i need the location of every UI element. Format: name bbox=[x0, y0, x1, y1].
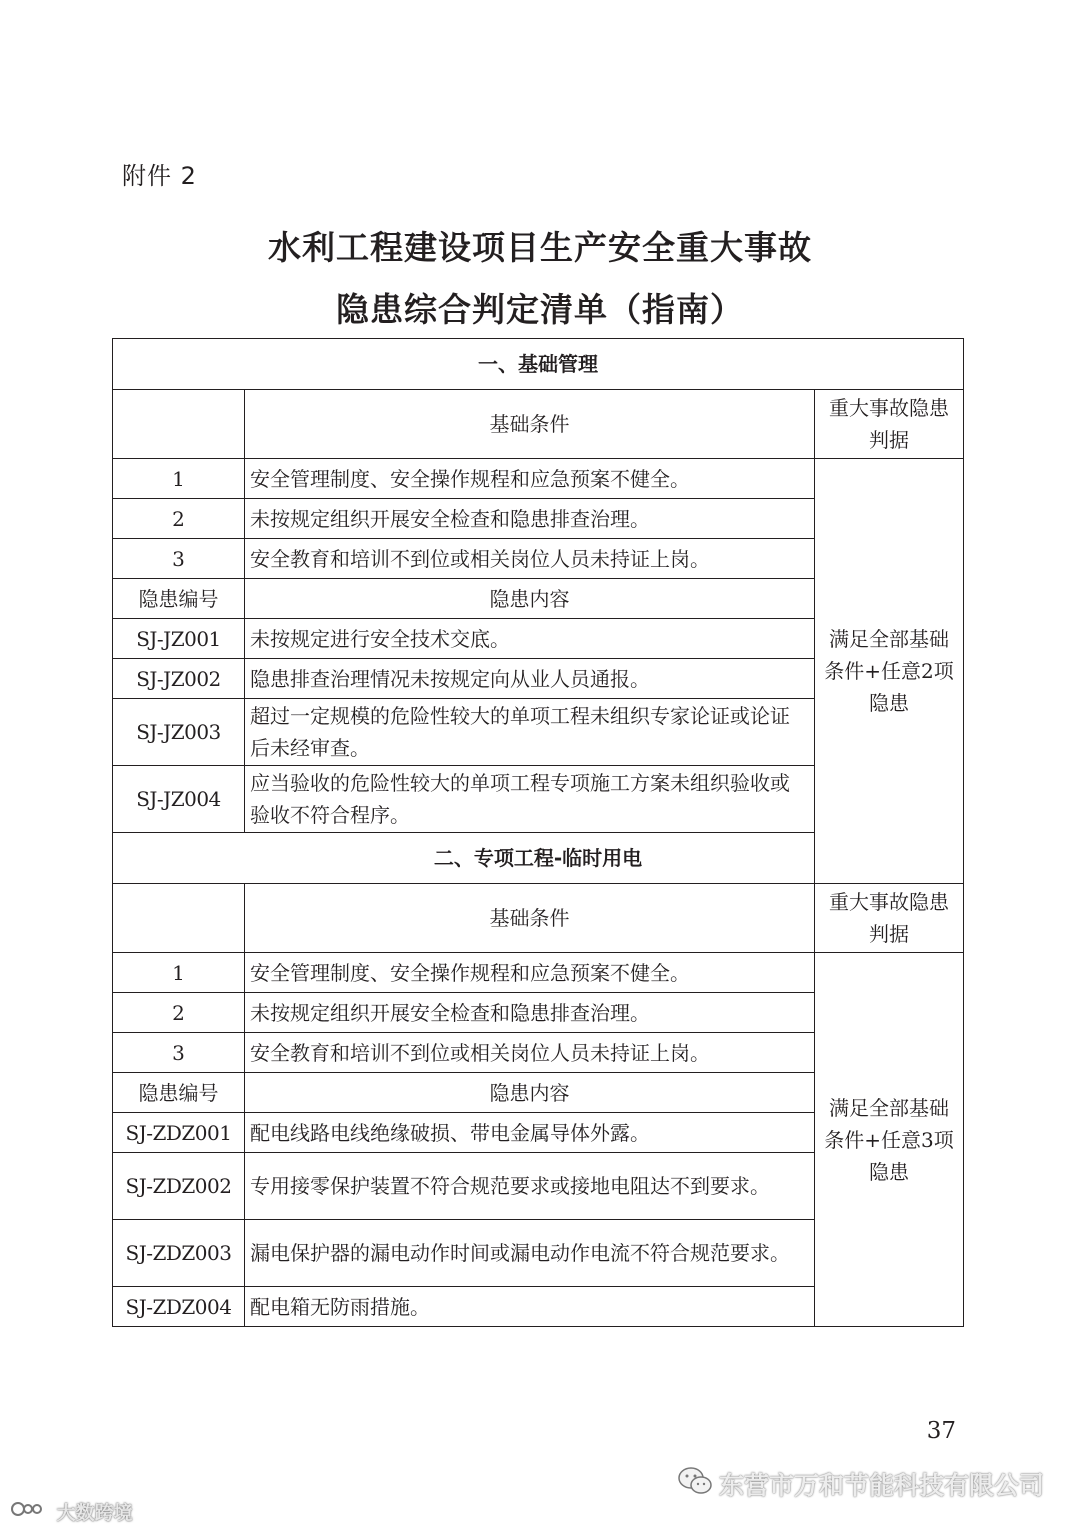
watermark-right-text: 东营市万和节能科技有限公司 bbox=[718, 1471, 1044, 1500]
brand-logo-icon bbox=[10, 1499, 44, 1524]
blank-header-cell bbox=[113, 390, 245, 459]
table-row bbox=[113, 459, 964, 499]
hazard-text: 应当验收的危险性较大的单项工程专项施工方案未组织验收或验收不符合程序。 bbox=[245, 766, 815, 833]
criterion-cell: 满足全部基础条件+任意2项隐患 bbox=[815, 459, 964, 884]
condition-text: 安全管理制度、安全操作规程和应急预案不健全。 bbox=[245, 459, 815, 499]
page-number: 37 bbox=[926, 1418, 956, 1444]
hazard-text: 漏电保护器的漏电动作时间或漏电动作电流不符合规范要求。 bbox=[245, 1220, 815, 1287]
condition-number: 2 bbox=[113, 499, 245, 539]
criterion-cell: 满足全部基础条件+任意3项隐患 bbox=[815, 953, 964, 1327]
hazard-content-header: 隐患内容 bbox=[245, 1073, 815, 1113]
blank-header-cell bbox=[113, 884, 245, 953]
document-title-line-2: 隐患综合判定清单（指南） bbox=[336, 290, 744, 329]
condition-number: 3 bbox=[113, 539, 245, 579]
hazard-text: 未按规定进行安全技术交底。 bbox=[245, 619, 815, 659]
conditions-header: 基础条件 bbox=[245, 390, 815, 459]
table-header-row bbox=[113, 390, 964, 459]
hazard-content-header: 隐患内容 bbox=[245, 579, 815, 619]
hazard-judgment-table bbox=[112, 338, 964, 1327]
hazard-text: 超过一定规模的危险性较大的单项工程未组织专家论证或论证后未经审查。 bbox=[245, 699, 815, 766]
condition-text: 未按规定组织开展安全检查和隐患排查治理。 bbox=[245, 499, 815, 539]
watermark-right bbox=[677, 1466, 1044, 1502]
watermark-left-text: 大数跨境 bbox=[56, 1502, 133, 1524]
condition-text: 安全管理制度、安全操作规程和应急预案不健全。 bbox=[245, 953, 815, 993]
condition-number: 1 bbox=[113, 459, 245, 499]
hazard-text: 专用接零保护装置不符合规范要求或接地电阻达不到要求。 bbox=[245, 1153, 815, 1220]
wechat-icon bbox=[677, 1466, 713, 1502]
hazard-text: 配电箱无防雨措施。 bbox=[245, 1287, 815, 1327]
section-heading: 一、基础管理 bbox=[113, 339, 964, 390]
hazard-code: SJ-ZDZ001 bbox=[113, 1113, 245, 1153]
condition-number: 2 bbox=[113, 993, 245, 1033]
hazard-code-header: 隐患编号 bbox=[113, 579, 245, 619]
condition-text: 安全教育和培训不到位或相关岗位人员未持证上岗。 bbox=[245, 539, 815, 579]
condition-number: 1 bbox=[113, 953, 245, 993]
hazard-code: SJ-ZDZ004 bbox=[113, 1287, 245, 1327]
section-heading-row bbox=[113, 833, 964, 884]
basis-header: 重大事故隐患判据 bbox=[815, 390, 964, 459]
hazard-code: SJ-ZDZ003 bbox=[113, 1220, 245, 1287]
hazard-code: SJ-JZ002 bbox=[113, 659, 245, 699]
document-title-line-1: 水利工程建设项目生产安全重大事故 bbox=[268, 228, 812, 267]
hazard-code-header: 隐患编号 bbox=[113, 1073, 245, 1113]
watermark-left bbox=[10, 1498, 133, 1525]
section-heading-row bbox=[113, 339, 964, 390]
condition-text: 安全教育和培训不到位或相关岗位人员未持证上岗。 bbox=[245, 1033, 815, 1073]
hazard-code: SJ-JZ001 bbox=[113, 619, 245, 659]
conditions-header: 基础条件 bbox=[245, 884, 815, 953]
basis-header: 重大事故隐患判据 bbox=[815, 884, 964, 953]
table-row bbox=[113, 953, 964, 993]
hazard-text: 隐患排查治理情况未按规定向从业人员通报。 bbox=[245, 659, 815, 699]
hazard-text: 配电线路电线绝缘破损、带电金属导体外露。 bbox=[245, 1113, 815, 1153]
table-header-row bbox=[113, 884, 964, 953]
hazard-code: SJ-JZ004 bbox=[113, 766, 245, 833]
hazard-code: SJ-ZDZ002 bbox=[113, 1153, 245, 1220]
condition-text: 未按规定组织开展安全检查和隐患排查治理。 bbox=[245, 993, 815, 1033]
attachment-label: 附件 2 bbox=[122, 162, 197, 190]
hazard-code: SJ-JZ003 bbox=[113, 699, 245, 766]
condition-number: 3 bbox=[113, 1033, 245, 1073]
section-heading: 二、专项工程-临时用电 bbox=[113, 833, 964, 884]
